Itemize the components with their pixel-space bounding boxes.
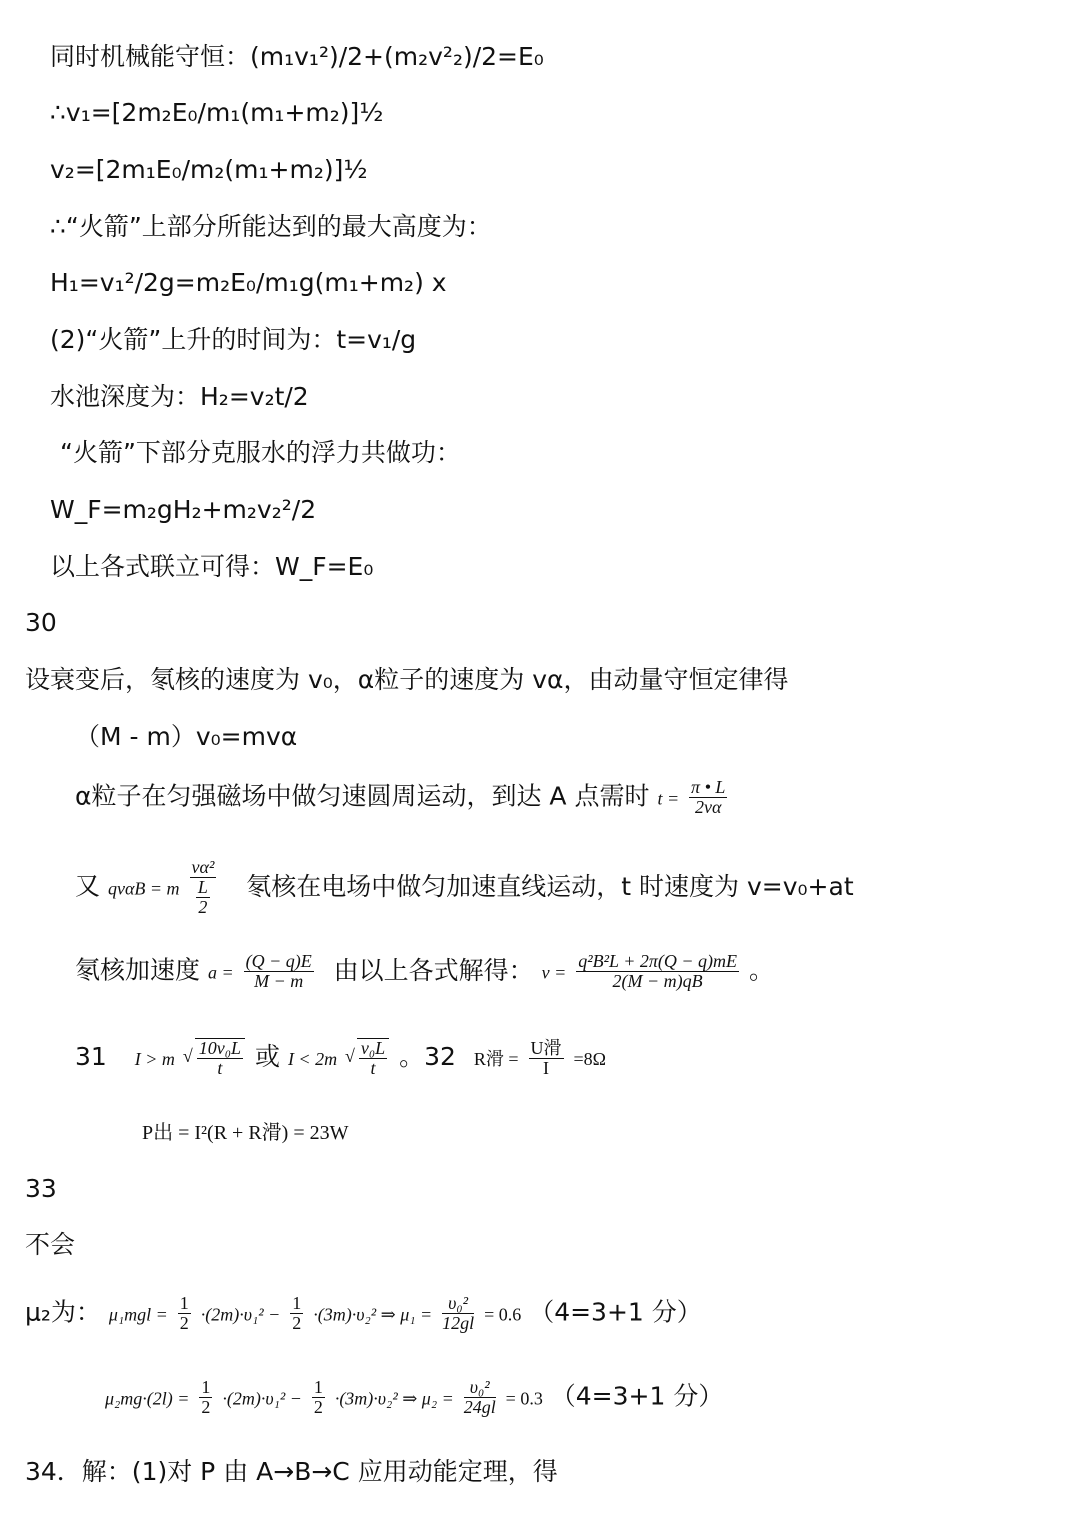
text-line: 以上各式联立可得：W_F=E₀ bbox=[50, 552, 374, 581]
fraction bbox=[312, 1378, 325, 1417]
fraction bbox=[689, 778, 727, 817]
fraction bbox=[178, 1294, 191, 1333]
text-line: 不会 bbox=[25, 1230, 76, 1259]
text-line: μ₂为： bbox=[25, 1297, 101, 1327]
text-line: “火箭”下部分克服水的浮力共做功： bbox=[60, 438, 461, 467]
numerator: (Q − q)E bbox=[245, 951, 312, 971]
numerator: q²B²L + 2π(Q − q)mE bbox=[578, 951, 737, 971]
fraction bbox=[196, 878, 210, 917]
denominator: 24gl bbox=[463, 1397, 496, 1417]
equation-label: v = bbox=[541, 962, 567, 983]
equation-part: ·(3m)·υ₂² ⇒ μ₁ = bbox=[313, 1304, 433, 1325]
numerator: 10v₀L bbox=[198, 1038, 242, 1058]
numerator: 1 bbox=[201, 1377, 211, 1397]
numerator: π • L bbox=[691, 777, 726, 797]
text-line: 氡核加速度 bbox=[75, 955, 201, 985]
equation-label: μ₂mg·(2l) = bbox=[105, 1388, 190, 1409]
text-line: 34．解：(1)对 P 由 A→B→C 应用动能定理，得 bbox=[25, 1457, 558, 1486]
text-line: 。 bbox=[748, 955, 774, 985]
fraction bbox=[290, 1294, 303, 1333]
fraction bbox=[190, 858, 217, 917]
denominator: I bbox=[543, 1057, 550, 1078]
equation-value: = 0.6 bbox=[484, 1304, 522, 1325]
text-line: H₁=v₁²/2g=m₂E₀/m₁g(m₁+m₂) x bbox=[50, 268, 447, 297]
equation-label: μ₁mgl = bbox=[108, 1304, 168, 1325]
text-line: ∴v₁=[2m₂E₀/m₁(m₁+m₂)]½ bbox=[50, 98, 384, 127]
numerator: 1 bbox=[292, 1293, 302, 1313]
denominator: 2 bbox=[198, 897, 208, 917]
denominator: M − m bbox=[254, 971, 304, 991]
denominator: t bbox=[370, 1058, 376, 1078]
text-line: v₂=[2m₁E₀/m₂(m₁+m₂)]½ bbox=[50, 155, 368, 184]
text-line: 设衰变后，氡核的速度为 v₀，α粒子的速度为 vα，由动量守恒定律得 bbox=[25, 665, 789, 694]
equation-part: ·(3m)·υ₂² ⇒ μ₂ = bbox=[334, 1388, 454, 1409]
denominator: 12gl bbox=[442, 1313, 475, 1333]
denominator: 2 bbox=[201, 1397, 211, 1417]
equation-label: t = bbox=[657, 788, 680, 809]
formula-line: P出 = I²(R + R滑) = 23W bbox=[142, 1122, 349, 1144]
fraction bbox=[244, 952, 314, 991]
numerator: 1 bbox=[313, 1377, 323, 1397]
denominator: 2 bbox=[292, 1313, 302, 1333]
numerator: 1 bbox=[179, 1293, 189, 1313]
text-line: α粒子在匀强磁场中做匀速圆周运动，到达 A 点需时 bbox=[75, 781, 650, 811]
question-number: 33 bbox=[25, 1174, 57, 1203]
fraction bbox=[442, 1294, 474, 1333]
text-line: 同时机械能守恒：(m₁v₁²)/2+(m₂v²₂)/2=E₀ bbox=[50, 42, 544, 71]
equation-label: a = bbox=[207, 962, 234, 983]
formula-line bbox=[75, 778, 729, 817]
fraction bbox=[529, 1039, 564, 1078]
denominator bbox=[190, 878, 217, 917]
equation-label: R滑 = bbox=[473, 1049, 519, 1069]
equation-label: I > m bbox=[134, 1049, 175, 1069]
formula-line bbox=[75, 952, 774, 991]
numerator: L bbox=[197, 877, 208, 897]
denominator: 2 bbox=[313, 1397, 323, 1417]
formula-line bbox=[75, 858, 854, 917]
numerator: υ₀² bbox=[464, 1378, 496, 1398]
fraction bbox=[357, 1038, 389, 1078]
formula-line bbox=[75, 1038, 606, 1078]
formula-line bbox=[105, 1378, 723, 1417]
denominator: 2vα bbox=[695, 797, 722, 817]
denominator: 2 bbox=[179, 1313, 189, 1333]
equation-value: =8Ω bbox=[573, 1049, 607, 1069]
equation-label: I < 2m bbox=[287, 1049, 338, 1069]
text-line: 。32 bbox=[399, 1042, 456, 1071]
fraction bbox=[195, 1038, 245, 1078]
denominator: 2(M − m)qB bbox=[612, 971, 703, 991]
points-note: （4=3+1 分） bbox=[550, 1381, 724, 1411]
text-line: 又 bbox=[75, 871, 101, 901]
text-line: 水池深度为：H₂=v₂t/2 bbox=[50, 382, 309, 411]
text-line: W_F=m₂gH₂+m₂v₂²/2 bbox=[50, 495, 317, 524]
text-line: (2)“火箭”上升的时间为：t=v₁/g bbox=[50, 325, 417, 354]
fraction bbox=[576, 952, 739, 991]
square-root: √ $\frac{\text{10v₀L}}{t}$ bbox=[183, 1038, 247, 1078]
formula-line bbox=[25, 1294, 702, 1333]
denominator: t bbox=[217, 1058, 223, 1078]
fraction bbox=[199, 1378, 212, 1417]
equation-label: qvαB = m bbox=[107, 878, 180, 899]
square-root: √ $\frac{\text{v₀L}}{t}$ bbox=[345, 1038, 391, 1078]
fraction bbox=[464, 1378, 496, 1417]
numerator: U滑 bbox=[530, 1037, 562, 1058]
equation-value: = 0.3 bbox=[505, 1388, 543, 1409]
text-line: 氡核在电场中做匀加速直线运动，t 时速度为 v=v₀+at bbox=[246, 871, 854, 901]
question-number: 30 bbox=[25, 608, 57, 637]
question-number: 31 bbox=[75, 1042, 107, 1071]
numerator: v₀L bbox=[360, 1038, 386, 1058]
points-note: （4=3+1 分） bbox=[529, 1297, 702, 1327]
numerator: υ₀² bbox=[442, 1294, 474, 1314]
equation-part: ·(2m)·υ₁² − bbox=[222, 1388, 302, 1409]
text-line: 或 bbox=[254, 1042, 280, 1071]
numerator: vα² bbox=[191, 857, 215, 877]
text-line: ∴“火箭”上部分所能达到的最大高度为： bbox=[50, 212, 492, 241]
text-line: （M - m）v₀=mvα bbox=[75, 722, 298, 751]
text-line: 由以上各式解得： bbox=[333, 955, 534, 985]
equation-part: ·(2m)·υ₁² − bbox=[200, 1304, 281, 1325]
